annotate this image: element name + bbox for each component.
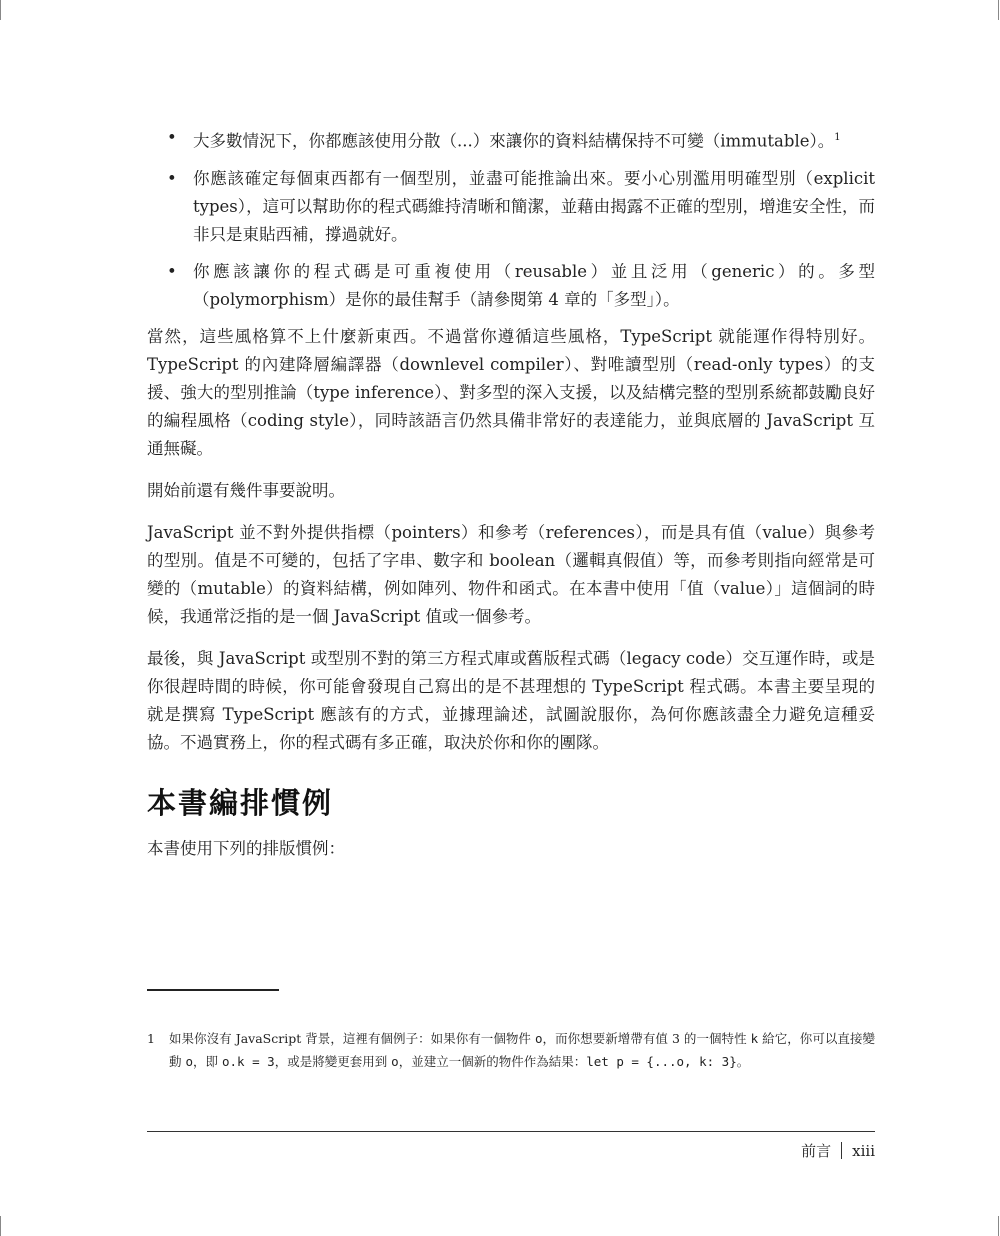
footnote-code: o	[185, 1054, 194, 1069]
footnote-text-part: ，或是將變更套用到	[274, 1054, 392, 1069]
crop-mark-top-right	[998, 0, 999, 20]
bullet-dot: •	[167, 168, 177, 188]
page-footer	[801, 1140, 875, 1161]
crop-mark-bottom-right	[998, 1216, 999, 1236]
bullet-text: 你應該確定每個東西都有一個型別，並盡可能推論出來。要小心別濫用明確型別（explicit types），這可以幫助你的程式碼維持清晰和簡潔，並藉由揭露不正確的型別，增進安全性，而非只是東貼西補，撐過就好。	[193, 168, 875, 244]
footnote-text	[169, 1027, 875, 1073]
crop-mark-bottom-left	[0, 1216, 1, 1236]
section-heading: 本書編排慣例	[147, 785, 334, 820]
bullet-item	[147, 124, 875, 156]
footnote-text-part: 如果你沒有 JavaScript 背景，這裡有個例子：如果你有一個物件	[169, 1031, 535, 1046]
bullet-dot: •	[167, 261, 177, 281]
bullet-text: 你應該讓你的程式碼是可重複使用（reusable）並且泛用（generic）的。多型（polymorphism）是你的最佳幫手（請參閱第 4 章的「多型」）。	[193, 261, 875, 309]
crop-mark-top-left	[0, 0, 1, 20]
footnote-code: o	[391, 1054, 399, 1069]
footnote-text-part: 給它，你可以直接變動	[169, 1031, 875, 1069]
page-number: xiii	[852, 1141, 875, 1160]
footnote-code: let p = {...o, k: 3}	[586, 1054, 737, 1069]
footnote-text-part: ，即	[193, 1054, 222, 1069]
bullet-item	[147, 258, 875, 314]
running-footer-label: 前言	[801, 1142, 832, 1160]
bullet-list	[147, 124, 875, 314]
footnote-ref[interactable]: 1	[834, 132, 841, 143]
page-body	[147, 124, 875, 877]
footnote-code: o.k = 3	[222, 1054, 275, 1069]
paragraph: 開始前還有幾件事要說明。	[147, 480, 345, 500]
paragraph: 最後，與 JavaScript 或型別不對的第三方程式庫或舊版程式碼（legacy code）交互運作時，或是你很趕時間的時候，你可能會發現自己寫出的是不甚理想的 TypeScript 程式碼。本書主要呈現的就是撰寫 TypeScript 應該有的方式，並據理論述，試圖說服你，為何你應該盡全力避免這種妥協。不過實務上，你的程式碼有多正確，取決於你和你的團隊。	[147, 648, 875, 752]
paragraph: 當然，這些風格算不上什麼新東西。不過當你遵循這些風格，TypeScript 就能運作得特別好。TypeScript 的內建降層編譯器（downlevel compiler）、對唯讀型別（read-only types）的支援、強大的型別推論（type inference）、對多型的深入支援，以及結構完整的型別系統都鼓勵良好的編程風格（coding style），同時該語言仍然具備非常好的表達能力，並與底層的 JavaScript 互通無礙。	[147, 326, 875, 458]
footnote	[147, 1027, 875, 1073]
footnote-text-part: 。	[736, 1054, 750, 1069]
footer-rule	[147, 1131, 875, 1132]
bullet-item	[147, 165, 875, 249]
footnote-divider	[147, 989, 279, 991]
footnote-code: k	[750, 1031, 759, 1046]
section-intro: 本書使用下列的排版慣例：	[147, 838, 345, 858]
paragraph: JavaScript 並不對外提供指標（pointers）和參考（references），而是具有值（value）與參考的型別。值是不可變的，包括了字串、數字和 boolean（邏輯真假值）等，而參考則指向經常是可變的（mutable）的資料結構，例如陣列、物件和函式。在本書中使用「值（value）」這個詞的時候，我通常泛指的是一個 JavaScript 值或一個參考。	[147, 522, 875, 626]
footnote-text-part: ，並建立一個新的物件作為結果：	[398, 1054, 587, 1069]
footnote-text-part: ，而你想要新增帶有值 3 的一個特性	[542, 1031, 751, 1046]
footnote-number: 1	[147, 1031, 155, 1046]
bullet-text: 大多數情況下，你都應該使用分散（...）來讓你的資料結構保持不可變（immutable）。	[193, 131, 835, 151]
folio-separator	[841, 1142, 842, 1159]
footnote-code: o	[534, 1031, 543, 1046]
bullet-dot: •	[167, 128, 177, 147]
